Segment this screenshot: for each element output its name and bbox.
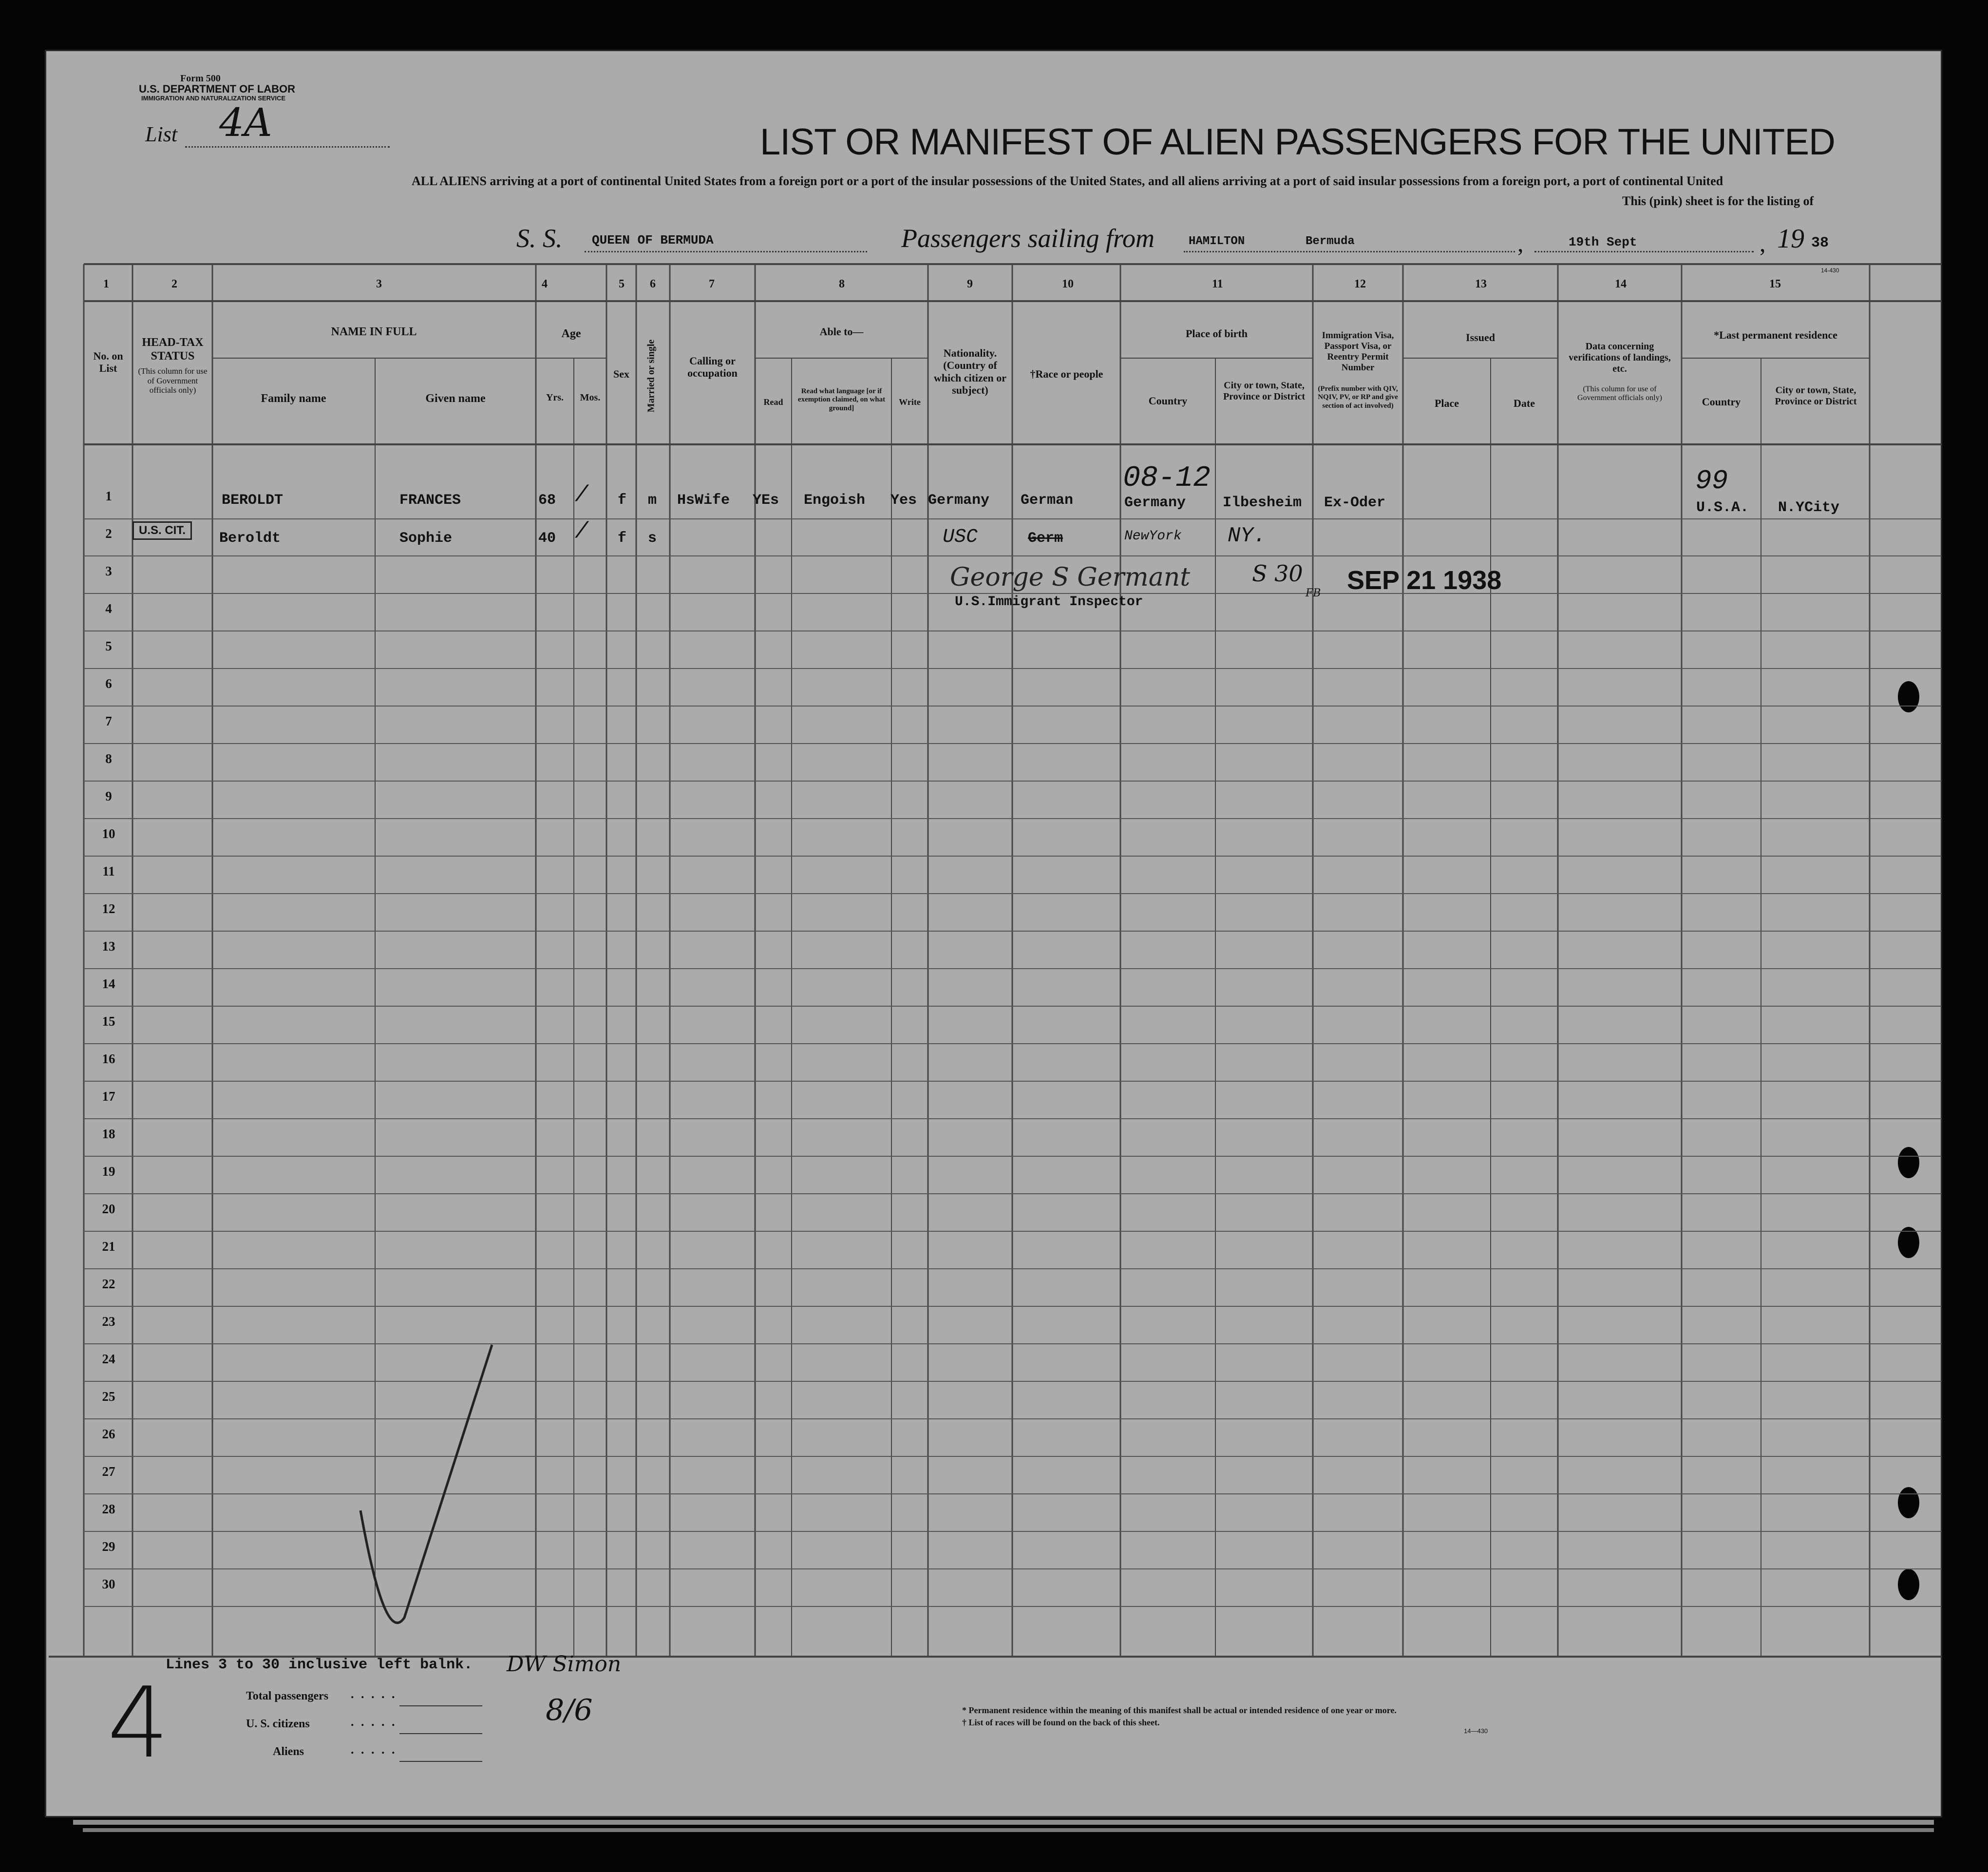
row-number: 18 [102,1127,115,1141]
inspector-initials: S 30 [1252,560,1303,587]
footnote-races: † List of races will be found on the back of this sheet. [962,1718,1160,1727]
comma: , [1760,229,1766,257]
list-label: List [145,122,178,146]
ss-label: S. S. [516,224,563,253]
form-subtitle-2: This (pink) sheet is for the listing of [1622,194,1814,208]
header-data-verification-note: (This column for use of Government officials only) [1577,385,1662,402]
col-num: 1 [103,278,109,290]
cell-sex: f [618,492,627,509]
inspector-title: U.S.Immigrant Inspector [955,594,1143,610]
header-last-residence: *Last permanent residence [1714,329,1837,341]
header-age: Age [561,327,581,340]
cell-read: YEs [753,492,779,509]
aliens-dots: . . . . . [351,1742,397,1757]
blank-lines-note: Lines 3 to 30 inclusive left balnk. [166,1657,473,1673]
footer-code: 14—430 [1464,1727,1488,1735]
col-num: 11 [1212,278,1223,290]
col-num: 7 [709,278,715,290]
row-number: 20 [102,1202,115,1216]
sailing-country: Bermuda [1306,235,1355,248]
footer-scrawl: 8/6 [546,1693,593,1727]
col-num: 9 [967,278,973,290]
header-read: Read [763,397,783,407]
aliens-label: Aliens [273,1745,304,1758]
row-number: 25 [102,1389,115,1404]
cell-race: German [1021,492,1074,509]
cell-given-name: FRANCES [399,492,461,509]
row-number: 29 [102,1539,115,1554]
cell-age-yrs: 40 [538,530,556,547]
form-subtitle: ALL ALIENS arriving at a port of continental United States from a foreign port or a port of the insular possessions of the United States, and all aliens arriving at a port of said insular possessions from a foreign port, a port of continental United [412,174,1723,188]
header-head-tax-note: (This column for use of Government officials only) [138,366,208,395]
header-visa: Immigration Visa, Passport Visa, or Reentry Permit Number [1322,330,1394,373]
header-issued-place: Place [1434,397,1459,409]
sailing-date: 19th Sept [1569,235,1637,249]
department-name: U.S. DEPARTMENT OF LABOR [139,83,296,95]
header-res-city: City or town, State, Province or District [1775,385,1857,407]
col-num: 8 [839,278,845,290]
check-mark-icon [360,1345,492,1623]
cell-age-mos: / [575,482,588,508]
row-number: 22 [102,1277,115,1291]
date-stamp: SEP 21 1938 [1347,566,1502,595]
row-number: 11 [102,864,115,879]
header-race: †Race or people [1030,368,1103,380]
header-calling: Calling or occupation [687,355,738,380]
row-number: 26 [102,1427,115,1441]
row-number: 10 [102,826,115,841]
footnote-residence: * Permanent residence within the meaning of this manifest shall be actual or intended residence of one year or more. [962,1705,1397,1715]
col-num: 3 [376,278,382,290]
col-num: 10 [1062,278,1074,290]
cell-occupation: HsWife [677,492,730,509]
header-family-name: Family name [261,392,326,405]
header-birth-city: City or town, State, Province or District [1223,380,1306,402]
row-number: 21 [102,1239,115,1254]
row-number: 14 [102,976,115,991]
header-sex: Sex [613,368,629,380]
annotation-residence: 99 [1695,465,1728,497]
row-number: 27 [102,1464,115,1479]
us-citizens-label: U. S. citizens [246,1718,310,1730]
row-number: 4 [105,601,112,616]
sailing-port: HAMILTON [1189,235,1245,248]
row-number: 19 [102,1164,115,1179]
us-citizens-dots: . . . . . [351,1715,397,1729]
cell-sex: f [618,530,627,547]
header-issued-date: Date [1514,397,1535,409]
cell-marital: m [648,492,657,509]
row-number: 3 [105,564,112,578]
annotation-birth: 08-12 [1123,462,1211,495]
blank-lines-initials: DW Simon [507,1652,622,1677]
cell-birth-country: NewYork [1124,529,1182,544]
ship-name: QUEEN OF BERMUDA [592,233,714,248]
row-number: 7 [105,714,112,728]
cell-res-city: N.YCity [1778,499,1840,516]
form-code: 14-430 [1821,267,1839,274]
cell-res-country: U.S.A. [1696,499,1749,516]
inspector-initials-small: FB [1306,587,1321,599]
row-number: 30 [102,1577,115,1591]
col-num: 5 [619,278,625,290]
cell-family-name: Beroldt [219,530,281,547]
col-num: 12 [1354,278,1366,290]
cell-age-mos: / [575,519,588,544]
cell-birth-country: Germany [1124,495,1186,511]
header-married-or-single: Married or single [645,339,657,413]
cell-write: Yes [890,492,917,509]
header-given-name: Given name [425,392,486,405]
header-data-verification: Data concerning verifications of landings, etc. [1569,341,1671,374]
comma: , [1517,229,1524,257]
row-number: 13 [102,939,115,954]
total-passengers-line [399,1705,482,1706]
header-place-of-birth: Place of birth [1185,327,1248,340]
row-number: 5 [105,639,112,653]
head-tax-stamp: U.S. CIT. [133,521,192,540]
cell-age-yrs: 68 [538,492,556,509]
header-mos: Mos. [580,392,601,403]
row-number: 24 [102,1352,115,1366]
col-num: 2 [171,278,177,290]
row-number: 23 [102,1314,115,1329]
header-no-on-list: No. on List [93,350,123,375]
row-number: 2 [105,526,112,541]
header-name-in-full: NAME IN FULL [331,325,417,338]
header-read-language: Read what language [or if exemption claimed, on what ground] [797,387,886,412]
header-res-country: Country [1702,396,1741,408]
cell-birth-city: Ilbesheim [1223,495,1302,511]
row-number: 28 [102,1502,115,1516]
header-nationality: Nationality. (Country of which citizen or subject) [933,347,1007,396]
year-prefix: 19 [1777,224,1804,254]
cell-given-name: Sophie [399,530,453,547]
col-num: 4 [542,278,548,290]
cell-race: Germ [1028,530,1063,547]
header-visa-note: (Prefix number with QIV, NQIV, PV, or RP and give section of act involved) [1318,385,1398,410]
aliens-line [399,1761,482,1762]
row-number: 12 [102,901,115,916]
cell-marital: s [648,530,657,547]
form-number: Form 500 [180,73,221,84]
row-number: 17 [102,1089,115,1104]
cell-nationality: Germany [928,492,990,509]
row-number: 16 [102,1051,115,1066]
row-number: 8 [105,751,112,766]
inspector-signature: George S Germant [950,563,1191,592]
service-name: IMMIGRATION AND NATURALIZATION SERVICE [141,95,286,102]
year-suffix: 38 [1811,235,1829,251]
row-number: 1 [105,489,112,503]
header-yrs: Yrs. [546,392,564,403]
header-birth-country: Country [1148,395,1188,407]
col-num: 6 [650,278,656,290]
col-num: 14 [1615,278,1627,290]
col-num: 15 [1769,278,1781,290]
header-write: Write [899,397,921,407]
header-able-to: Able to— [819,325,864,338]
cell-read-language: Engoish [804,492,866,509]
total-passengers-dots: . . . . . [351,1687,397,1701]
cell-visa: Ex-Oder [1324,495,1386,511]
us-citizens-line [399,1733,482,1734]
row-number: 9 [105,789,112,803]
header-issued: Issued [1466,331,1495,344]
page-mark: 4 [107,1666,170,1780]
header-head-tax: HEAD-TAX STATUS [142,336,204,363]
col-num: 13 [1475,278,1487,290]
total-passengers-label: Total passengers [246,1690,329,1702]
row-number: 6 [105,676,112,691]
row-number: 15 [102,1014,115,1029]
sailing-label: Passengers sailing from [901,224,1155,253]
form-title: LIST OR MANIFEST OF ALIEN PASSENGERS FOR THE UNITED [760,121,1835,163]
cell-family-name: BEROLDT [222,492,284,509]
cell-nationality: USC [943,526,978,548]
cell-birth-city: NY. [1228,524,1267,548]
list-number: 4A [219,100,272,145]
